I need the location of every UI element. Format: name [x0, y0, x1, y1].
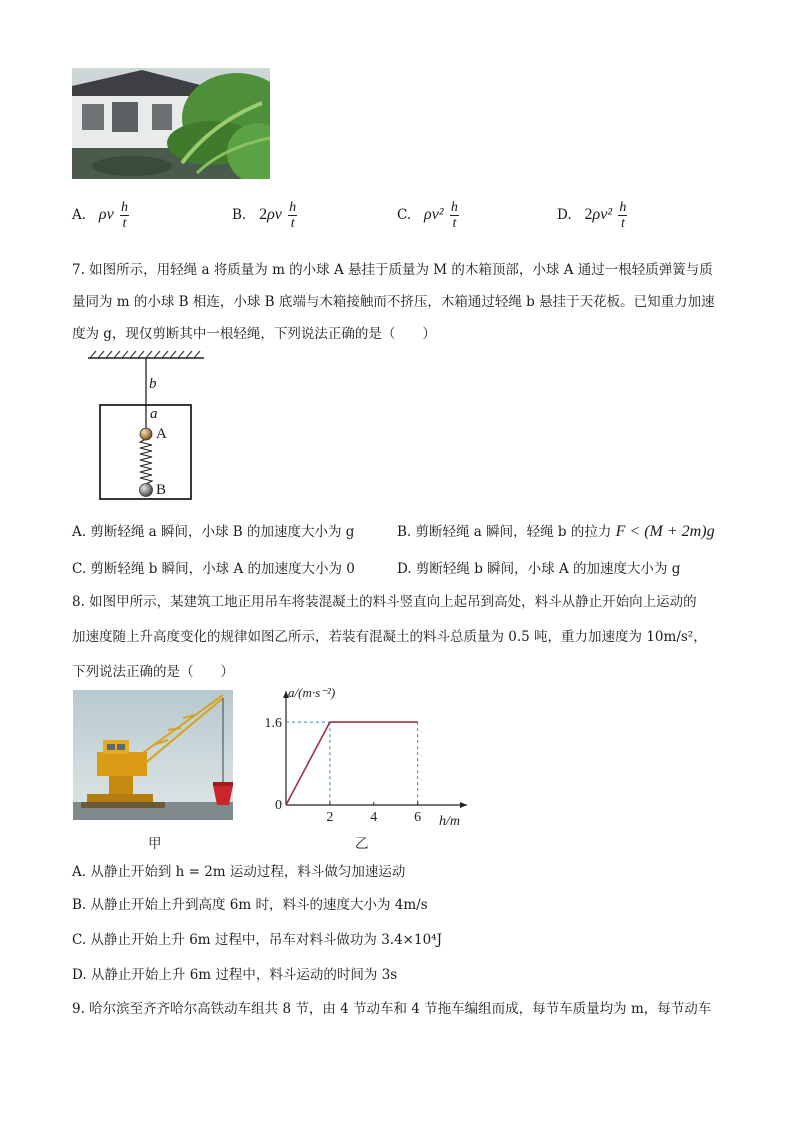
option-label: A.	[72, 207, 87, 223]
ball-a	[140, 428, 152, 440]
coefficient-prefix: 2	[584, 206, 593, 223]
q7-stem-line-3: 度为 g，现仅剪断其中一根轻绳，下列说法正确的是（ ）	[72, 326, 436, 342]
coefficient: ρv²	[424, 206, 444, 223]
q7-stem-line-2: 量同为 m 的小球 B 相连，小球 B 底端与木箱接触而不挤压，木箱通过轻绳 b 悬挂于天花板。已知重力加速	[72, 294, 715, 310]
fraction: $\frac{h}{t}$	[619, 200, 627, 231]
x-tick-label: 4	[370, 810, 378, 825]
y-tick-label: 1.6	[264, 716, 282, 732]
spring	[140, 439, 152, 484]
photo-caption: 甲	[148, 836, 162, 852]
fraction: $\frac{h}{t}$	[121, 200, 128, 231]
q7-option-d[interactable]: D. 剪断轻绳 b 瞬间，小球 A 的加速度大小为 g	[397, 561, 681, 577]
option-label: B.	[232, 207, 247, 223]
garden-photo	[72, 68, 270, 179]
tension-inequality: F < (M + 2m)g	[615, 523, 715, 540]
q6-option-a[interactable]	[72, 200, 131, 231]
series-line	[286, 722, 418, 805]
q7-option-b[interactable]	[397, 520, 715, 541]
coefficient: ρv²	[592, 206, 613, 223]
q8-option-b[interactable]: B. 从静止开始上升到高度 6m 时，料斗的速度大小为 4m/s	[72, 897, 428, 913]
x-axis-label: h/m	[439, 814, 460, 828]
origin-label: 0	[275, 798, 282, 813]
q7-option-c[interactable]: C. 剪断轻绳 b 瞬间，小球 A 的加速度大小为 0	[72, 561, 355, 577]
q8-option-d[interactable]: D. 从静止开始上升 6m 过程中，料斗运动的时间为 3s	[72, 967, 398, 983]
q6-option-b[interactable]	[232, 200, 299, 231]
crane-photo	[73, 690, 233, 820]
acceleration-height-chart	[262, 683, 472, 828]
y-axis-label: a/(m·s⁻²)	[288, 685, 336, 700]
x-tick-label: 2	[326, 810, 334, 825]
option-text: B. 剪断轻绳 a 瞬间，轻绳 b 的拉力	[397, 524, 612, 540]
q6-option-c[interactable]	[397, 200, 461, 231]
fraction: $\frac{h}{t}$	[450, 200, 458, 231]
x-tick-label: 6	[414, 810, 422, 825]
q8-stem-line-3: 下列说法正确的是（ ）	[72, 664, 234, 680]
q8-option-c[interactable]: C. 从静止开始上升 6m 过程中，吊车对料斗做功为 3.4×10⁴J	[72, 932, 442, 948]
option-label: D.	[557, 207, 572, 223]
q8-option-a[interactable]: A. 从静止开始到 h = 2m 运动过程，料斗做匀加速运动	[72, 864, 406, 880]
q7-stem-line-1: 7. 如图所示，用轻绳 a 将质量为 m 的小球 A 悬挂于质量为 M 的木箱顶部，小球 A 通过一根轻质弹簧与质	[72, 262, 713, 278]
q8-stem-line-2: 加速度随上升高度变化的规律如图乙所示，若装有混凝土的料斗总质量为 0.5 吨，重力加速度为 10m/s²，	[72, 629, 707, 645]
chart-svg	[262, 683, 472, 828]
coefficient-prefix: 2	[259, 206, 268, 223]
label-rope-a: a	[150, 406, 158, 422]
q7-option-a[interactable]: A. 剪断轻绳 a 瞬间，小球 B 的加速度大小为 g	[72, 524, 355, 540]
q6-option-d[interactable]	[557, 200, 629, 231]
fraction: $\frac{h}{t}$	[289, 200, 297, 231]
q7-box-spring-figure	[82, 350, 212, 506]
option-label: C.	[397, 207, 412, 223]
label-ball-a: A	[156, 426, 167, 442]
coefficient: ρv	[267, 206, 282, 223]
label-rope-b: b	[149, 376, 157, 392]
coefficient: ρv	[98, 206, 114, 223]
chart-caption: 乙	[355, 836, 369, 852]
label-ball-b: B	[156, 482, 167, 498]
ball-b	[140, 484, 153, 497]
q9-stem-line-1: 9. 哈尔滨至齐齐哈尔高铁动车组共 8 节，由 4 节动车和 4 节拖车编组而成，每节车质量均为 m，每节动车	[72, 1001, 712, 1017]
x-axis-arrow	[460, 802, 467, 808]
q8-stem-line-1: 8. 如图甲所示，某建筑工地正用吊车将装混凝土的料斗竖直向上起吊到高处，料斗从静止开始向上运动的	[72, 594, 697, 610]
